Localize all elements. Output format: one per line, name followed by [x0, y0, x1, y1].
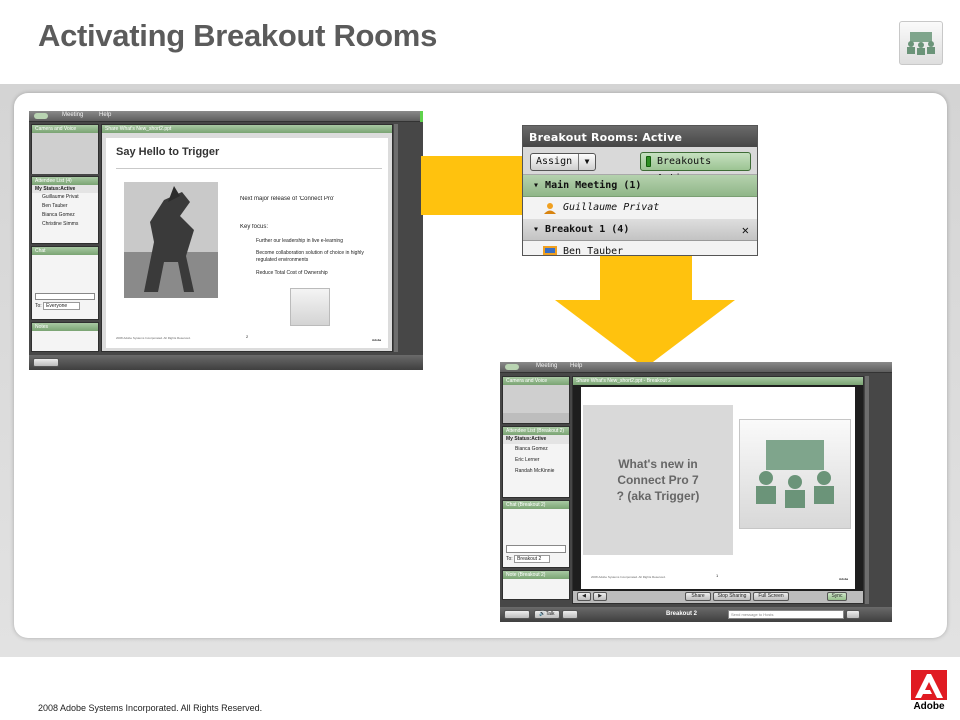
pod-header: Chat	[32, 247, 98, 255]
attendee-row[interactable]	[523, 241, 757, 256]
attendee-row[interactable]	[523, 197, 757, 219]
menu-bar	[500, 362, 892, 373]
pod-menu-button[interactable]	[33, 358, 59, 367]
connect-window-breakout	[500, 362, 892, 622]
bottom-toolbar	[500, 607, 892, 622]
camera-voice-pod	[502, 376, 570, 424]
pod-header: Share What's New_short2.ppt - Breakout 2	[573, 377, 863, 385]
list-item[interactable]: Randah McKinnie	[515, 468, 555, 474]
menu-bar	[29, 111, 423, 122]
assign-label: Assign	[536, 156, 573, 167]
slide-footer: 2008 Adobe Systems Incorporated. All Rights Reserved.	[116, 336, 191, 340]
slide-rule	[116, 168, 382, 169]
full-screen-button[interactable]: Full Screen	[753, 592, 789, 601]
host-message-input[interactable]: Send message to Hosts	[728, 610, 844, 619]
breakout-1-group[interactable]: ▾ Breakout 1 (4) ✕	[523, 219, 757, 241]
copyright-text: 2008 Adobe Systems Incorporated. All Rights Reserved.	[38, 703, 263, 713]
chat-pod	[31, 246, 99, 320]
attendee-name: Guillaume Privat	[563, 202, 660, 213]
slide-title: What's new in Connect Pro 7 ? (aka Trigger)	[616, 457, 700, 503]
pod-header: Notes	[32, 323, 98, 331]
pod-menu-button[interactable]	[504, 610, 530, 619]
status-select[interactable]: My Status:Active	[503, 435, 569, 444]
slide-adobe-logo: Adobe	[839, 577, 849, 581]
breakout-toolbar	[523, 147, 757, 175]
chat-to-label: To:	[506, 556, 513, 562]
breakouts-active-label: Breakouts	[657, 156, 712, 167]
volume-button[interactable]	[562, 610, 578, 619]
adobe-logo	[911, 670, 947, 712]
pod-header: Note (Breakout 2)	[503, 571, 569, 579]
page-title: Activating Breakout Rooms	[38, 18, 438, 53]
window-resize-indicator	[420, 111, 423, 122]
chat-to-select[interactable]: Breakout 2	[514, 555, 550, 563]
pod-header: Camera and Voice	[32, 125, 98, 133]
share-button[interactable]: Share	[685, 592, 711, 601]
slide-page-number: 2	[246, 334, 249, 339]
menu-meeting[interactable]: Meeting	[536, 363, 558, 369]
slide-subbullet: Further our leadership in live e-learning	[256, 238, 343, 244]
list-item[interactable]: Eric Lerner	[515, 457, 540, 463]
slide-logo-icon	[739, 419, 851, 529]
main-meeting-group[interactable]: ▾ Main Meeting (1)	[523, 175, 757, 197]
notes-pod	[502, 570, 570, 600]
pod-header: Camera and Voice	[503, 377, 569, 385]
assign-button[interactable]	[530, 153, 596, 171]
adobe-logo-icon	[911, 670, 947, 700]
scrollbar[interactable]	[865, 376, 869, 604]
chat-to-label: To:	[35, 303, 42, 309]
horse-photo	[124, 182, 218, 298]
slide-bullet: Key focus:	[240, 224, 269, 230]
talk-label: Talk	[545, 611, 555, 617]
slide-logo-icon	[290, 288, 330, 326]
status-led-icon	[646, 156, 651, 167]
connect-logo-icon[interactable]	[34, 113, 48, 119]
list-item[interactable]: Bianca Gomez	[515, 446, 548, 452]
close-icon[interactable]: ✕	[741, 223, 749, 237]
bottom-toolbar	[29, 355, 423, 370]
pod-header: Attendee List (Breakout 2)	[503, 427, 569, 435]
breakout-rooms-icon	[899, 21, 943, 65]
status-select[interactable]: My Status:Active	[32, 185, 98, 193]
pod-header: Chat (Breakout 2)	[503, 501, 569, 509]
list-item[interactable]: Guillaume Privat	[42, 194, 79, 200]
chat-to-select[interactable]: Everyone	[43, 302, 80, 310]
room-label: Breakout 2	[666, 611, 698, 617]
slide-title-box	[583, 405, 733, 555]
pod-header: Share What's New_short2.ppt	[102, 125, 392, 133]
arrow-head	[555, 300, 735, 368]
menu-meeting[interactable]: Meeting	[62, 112, 84, 118]
slide-page-number: 1	[716, 573, 719, 578]
arrow-connector	[600, 256, 692, 300]
stop-sharing-button[interactable]: Stop Sharing	[713, 592, 751, 601]
chat-pod	[502, 500, 570, 568]
send-message-button[interactable]	[846, 610, 860, 619]
chat-input[interactable]	[506, 545, 566, 553]
presenter-user-icon	[543, 246, 557, 256]
breakout-rooms-pod	[522, 125, 758, 256]
presentation-slide	[106, 138, 388, 348]
menu-help[interactable]: Help	[570, 363, 583, 369]
chat-input[interactable]	[35, 293, 95, 300]
host-user-icon	[543, 202, 557, 214]
slide-bullet: Next major release of 'Connect Pro'	[240, 196, 335, 202]
sync-button[interactable]: Sync	[827, 592, 847, 601]
share-pod	[101, 124, 393, 352]
share-pod	[572, 376, 864, 604]
talk-button[interactable]	[534, 610, 560, 619]
scrollbar[interactable]	[394, 124, 398, 352]
notes-pod	[31, 322, 99, 352]
attendee-list-pod	[31, 176, 99, 244]
breakouts-active-button[interactable]	[640, 152, 751, 171]
attendee-name: Ben Tauber	[563, 246, 624, 256]
prev-slide-button[interactable]: ◀	[577, 592, 591, 601]
group-label: Main Meeting (1)	[545, 180, 642, 191]
arrow-connector	[421, 156, 524, 215]
adobe-wordmark: Adobe	[913, 701, 945, 712]
group-label: Breakout 1 (4)	[545, 224, 630, 235]
breakout-pod-header: Breakout Rooms: Active	[523, 126, 757, 147]
slide-subbullet: Reduce Total Cost of Ownership	[256, 270, 328, 276]
pod-header: Attendee List (4)	[32, 177, 98, 185]
chevron-down-icon[interactable]: ▼	[578, 154, 595, 170]
connect-window-main	[29, 111, 423, 370]
slide-subbullet: Become collaboration solution of choice in highly regulated environments	[256, 250, 364, 263]
slide-title: Say Hello to Trigger	[116, 146, 220, 158]
list-item[interactable]: Christine Simms	[42, 221, 79, 226]
slide-footer: 2008 Adobe Systems Incorporated. All Rights Reserved.	[591, 575, 666, 579]
share-controls-bar	[573, 591, 863, 603]
presentation-slide	[581, 387, 855, 589]
connect-logo-icon[interactable]	[505, 364, 519, 370]
slide-adobe-logo: Adobe	[372, 338, 382, 342]
camera-voice-pod	[31, 124, 99, 174]
list-item[interactable]: Ben Tauber	[42, 203, 68, 209]
next-slide-button[interactable]: ▶	[593, 592, 607, 601]
menu-help[interactable]: Help	[99, 112, 112, 118]
microphone-icon: 🔊	[539, 611, 546, 617]
attendee-list-pod	[502, 426, 570, 498]
list-item[interactable]: Bianca Gomez	[42, 212, 75, 218]
